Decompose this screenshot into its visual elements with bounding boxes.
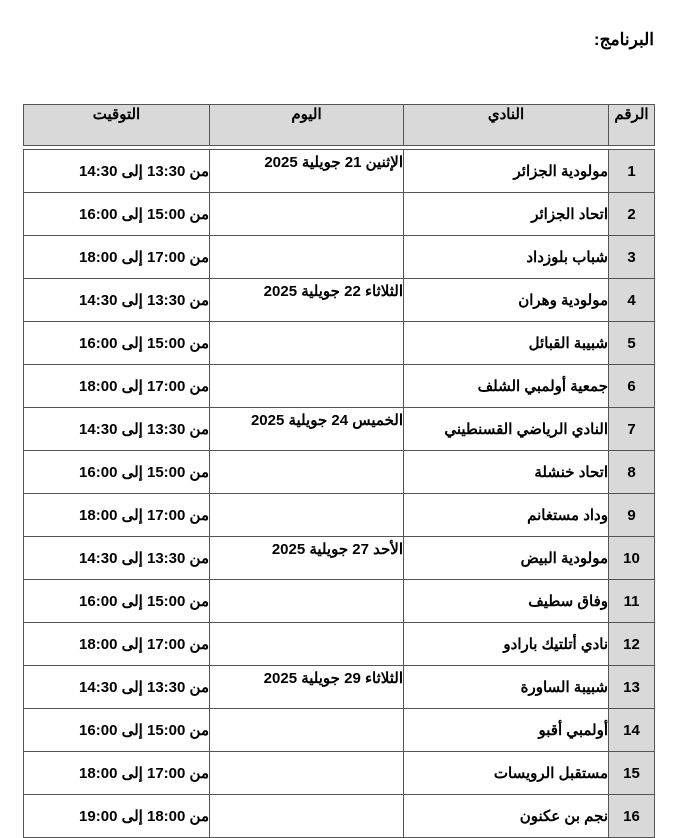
table-row [24, 408, 655, 451]
table-row [24, 451, 655, 494]
club-name: مولودية وهران [404, 279, 609, 322]
match-day [210, 752, 404, 795]
table-row [24, 236, 655, 279]
row-number: 16 [609, 795, 655, 838]
table-row [24, 623, 655, 666]
header-day: اليوم [210, 105, 404, 146]
table-row [24, 709, 655, 752]
time-slot: من 15:00 إلى 16:00 [24, 451, 210, 494]
club-name: اتحاد الجزائر [404, 193, 609, 236]
row-number: 14 [609, 709, 655, 752]
table-row [24, 752, 655, 795]
row-number: 11 [609, 580, 655, 623]
time-slot: من 17:00 إلى 18:00 [24, 236, 210, 279]
match-day [210, 451, 404, 494]
club-name: اتحاد خنشلة [404, 451, 609, 494]
table-row [24, 580, 655, 623]
row-number: 10 [609, 537, 655, 580]
club-name: وداد مستغانم [404, 494, 609, 537]
club-name: النادي الرياضي القسنطيني [404, 408, 609, 451]
match-day: الثلاثاء 29 جويلية 2025 [210, 666, 404, 709]
match-day [210, 365, 404, 408]
row-number: 12 [609, 623, 655, 666]
row-number: 9 [609, 494, 655, 537]
club-name: نجم بن عكنون [404, 795, 609, 838]
document-title: البرنامج: [593, 30, 654, 49]
match-day [210, 322, 404, 365]
match-day: الإثنين 21 جويلية 2025 [210, 150, 404, 193]
club-name: مولودية الجزائر [404, 150, 609, 193]
row-number: 5 [609, 322, 655, 365]
club-name: شباب بلوزداد [404, 236, 609, 279]
time-slot: من 13:30 إلى 14:30 [24, 666, 210, 709]
header-num: الرقم [609, 105, 655, 146]
match-day: الخميس 24 جويلية 2025 [210, 408, 404, 451]
schedule-rows [24, 150, 655, 838]
row-number: 1 [609, 150, 655, 193]
club-name: جمعية أولمبي الشلف [404, 365, 609, 408]
time-slot: من 15:00 إلى 16:00 [24, 580, 210, 623]
row-number: 8 [609, 451, 655, 494]
club-name: شبيبة الساورة [404, 666, 609, 709]
match-day [210, 709, 404, 752]
time-slot: من 13:30 إلى 14:30 [24, 150, 210, 193]
time-slot: من 15:00 إلى 16:00 [24, 709, 210, 752]
time-slot: من 17:00 إلى 18:00 [24, 494, 210, 537]
header-club: النادي [404, 105, 609, 146]
match-day [210, 193, 404, 236]
club-name: شبيبة القبائل [404, 322, 609, 365]
match-day [210, 580, 404, 623]
time-slot: من 15:00 إلى 16:00 [24, 193, 210, 236]
time-slot: من 17:00 إلى 18:00 [24, 623, 210, 666]
time-slot: من 18:00 إلى 19:00 [24, 795, 210, 838]
club-name: مولودية البيض [404, 537, 609, 580]
time-slot: من 17:00 إلى 18:00 [24, 752, 210, 795]
row-number: 13 [609, 666, 655, 709]
table-row [24, 494, 655, 537]
schedule-table [23, 104, 655, 838]
club-name: مستقبل الرويسات [404, 752, 609, 795]
row-number: 2 [609, 193, 655, 236]
club-name: وفاق سطيف [404, 580, 609, 623]
row-number: 7 [609, 408, 655, 451]
row-number: 4 [609, 279, 655, 322]
table-row [24, 537, 655, 580]
time-slot: من 13:30 إلى 14:30 [24, 408, 210, 451]
time-slot: من 13:30 إلى 14:30 [24, 279, 210, 322]
match-day [210, 236, 404, 279]
time-slot: من 15:00 إلى 16:00 [24, 322, 210, 365]
table-row [24, 279, 655, 322]
table-row [24, 795, 655, 838]
table-row [24, 150, 655, 193]
match-day [210, 795, 404, 838]
row-number: 6 [609, 365, 655, 408]
club-name: نادي أتلتيك بارادو [404, 623, 609, 666]
time-slot: من 13:30 إلى 14:30 [24, 537, 210, 580]
match-day [210, 494, 404, 537]
match-day [210, 623, 404, 666]
match-day: الأحد 27 جويلية 2025 [210, 537, 404, 580]
row-number: 3 [609, 236, 655, 279]
time-slot: من 17:00 إلى 18:00 [24, 365, 210, 408]
header-time: التوقيت [24, 105, 210, 146]
table-row [24, 365, 655, 408]
table-row [24, 666, 655, 709]
match-day: الثلاثاء 22 جويلية 2025 [210, 279, 404, 322]
row-number: 15 [609, 752, 655, 795]
table-row [24, 193, 655, 236]
club-name: أولمبي أقبو [404, 709, 609, 752]
table-row [24, 322, 655, 365]
header-row [24, 105, 655, 146]
